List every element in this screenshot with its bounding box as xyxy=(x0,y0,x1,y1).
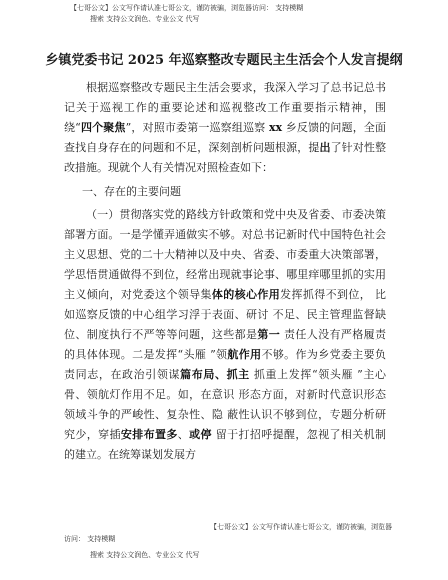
header-ad-line-2: 搜索 支持公文润色、专业公文 代写 xyxy=(90,15,200,23)
footer-ad-line-3: 搜索 支持公文润色、专业公文 代写 xyxy=(90,551,200,559)
emphasis-text: 安排布置多 xyxy=(120,428,178,441)
emphasis-text: 出 xyxy=(319,141,331,154)
emphasis-text: xx xyxy=(268,121,283,134)
emphasis-text: 或停 xyxy=(189,428,212,441)
emphasis-text: 第一 xyxy=(257,328,281,341)
header-ad-line-1: 【七哥公文】公文写作请认准七哥公文，谨防被骗，浏览器访问： 支持模糊 xyxy=(70,4,304,12)
footer-ad-line-2: 访问： 支持模糊 xyxy=(64,535,116,543)
footer-ad-line-1: 【七哥公文】公文写作请认准七哥公文，谨防被骗，浏览器 xyxy=(210,523,392,531)
emphasis-text: 篇布局、抓主 xyxy=(180,368,250,381)
body-paragraph: （一）贯彻落实党的路线方针政策和党中央及省委、市委决策部署方面。一是学懂弄通做实不够。对总书记新时代中国特色社会主义思想、党的二十大精神以及中央、省委、市委重大决策部署，学思悟贯通做得不到位，经常出现就事论事、哪里痒哪里抓的实用主义倾向，对党委这个领导集体的核心作用发挥抓得不到位， 比如巡察反馈的中心组学习浮于表面、研讨 不足、民主管理监督缺位、制度执行不严等等问题，这些都是第一 责任人没有严格履责的具体体现。二是发挥“头雁 ”领航作用不够。作为乡党委主要负责同志，在政治引领谋篇布局、抓主 抓重上发挥“领头雁 ”主心骨、领航灯作用不足。如，在意识 形态方面，对新时代意识形态领域斗争的严峻性、复杂性、隐 蔽性认识不够到位，专题分析研究少，穿插安排布置多、或停 留于打招呼提醒，忽视了相关机制的建立。在统筹谋划发展方 xyxy=(64,208,387,461)
emphasis-text: 四个聚焦 xyxy=(80,121,126,134)
section-heading: 一、存在的主要问题 xyxy=(82,185,181,198)
document-title: 乡镇党委书记 2025 年巡察整改专题民主生活会个人发言提纲 xyxy=(45,53,403,68)
emphasis-text: 航作用 xyxy=(227,348,262,361)
intro-paragraph: 根据巡察整改专题民主生活会要求，我深入学习了总书记总书记关于巡视工作的重要论述和巡视整改工作重要指示精神，围绕“四个聚焦”，对照市委第一巡察组巡察 xx 乡反馈的问题，全面查找自身存在的问题和不足，深刻剖析问题根源，提出了针对性整改措施。现就个人有关情况对照检查如下： xyxy=(64,81,387,174)
emphasis-text: 体的核心作用 xyxy=(211,288,281,301)
